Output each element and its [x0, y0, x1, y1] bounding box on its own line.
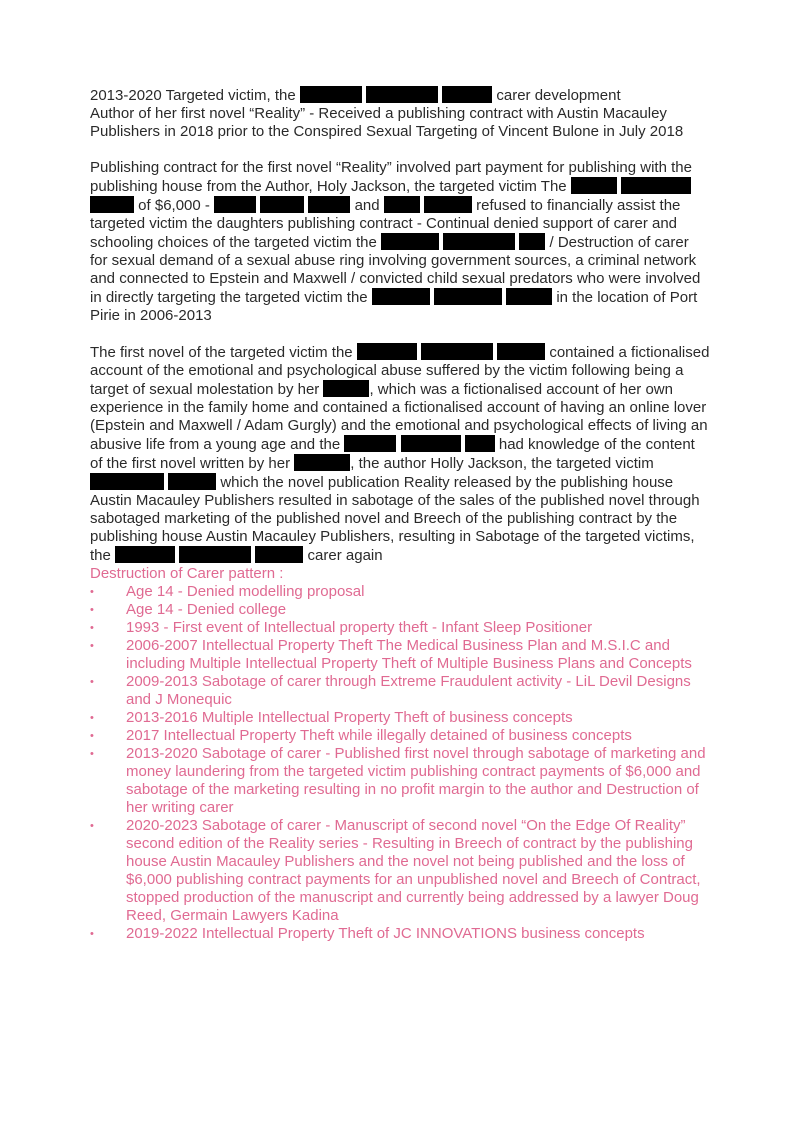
redaction-block: [443, 233, 515, 250]
redaction-block: [323, 380, 369, 397]
redaction-block: [294, 454, 350, 471]
redaction-block: [308, 196, 350, 213]
list-item: • 2009-2013 Sabotage of carer through Extreme Fraudulent activity - LiL Devil Designs and J Monequic: [90, 673, 710, 709]
text: refused to financially assist the targeted victim the daughters publishing contract - Continual denied support of carer and schooling choices of the targeted victim the: [90, 197, 681, 251]
redaction-block: [421, 343, 493, 360]
text: had knowledge of the content of the first novel written by her: [90, 436, 695, 472]
list-item: • 2020-2023 Sabotage of carer - Manuscript of second novel “On the Edge Of Reality” second edition of the Reality series - Resulting in Breech of contract by the publishing house Austin Macauley Publishers and the novel not being published and the loss of $6,000 publishing contract payments for an unpublished novel and Breech of Contract, stopped production of the manuscript and currently being addressed by a lawyer Doug Reed, Germain Lawyers Kadina: [90, 817, 710, 925]
list-item: • 1993 - First event of Intellectual property theft - Infant Sleep Positioner: [90, 619, 710, 637]
text: contained a fictionalised account of the emotional and psychological abuse suffered by the victim following being a target of sexual molestation by her: [90, 344, 710, 398]
section-heading: Destruction of Carer pattern :: [90, 565, 284, 582]
redaction-block: [621, 177, 691, 194]
redaction-block: [115, 546, 175, 563]
text: Publishing contract for the first novel “Reality” involved part payment for publishing with the publishing house from the Author, Holy Jackson, the targeted victim The: [90, 159, 692, 195]
pattern-list: [90, 583, 710, 943]
text: carer development: [496, 87, 621, 104]
redaction-block: [401, 435, 461, 452]
text: and: [354, 197, 380, 214]
list-item: • 2006-2007 Intellectual Property Theft The Medical Business Plan and M.S.I.C and including Multiple Intellectual Property Theft of Multiple Business Plans and Concepts: [90, 637, 710, 673]
redaction-block: [90, 196, 134, 213]
paragraph-first-novel: [90, 343, 710, 565]
list-item: • Age 14 - Denied college: [90, 601, 710, 619]
text: of $6,000 -: [138, 197, 210, 214]
redaction-block: [384, 196, 420, 213]
text: Author of her first novel “Reality” - Received a publishing contract with Austin Macauley Publishers in 2018 prior to the Conspired Sexual Targeting of Vincent Bulone in July 2018: [90, 105, 684, 140]
document-page: [90, 86, 710, 943]
redaction-block: [424, 196, 472, 213]
paragraph-intro: [90, 86, 710, 141]
redaction-block: [465, 435, 495, 452]
redaction-block: [434, 288, 502, 305]
text: which the novel publication Reality released by the publishing house Austin Macauley Publishers resulted in sabotage of the sales of the published novel through sabotaged marketing of the published novel and Breech of the publishing contract by the publishing house Austin Macauley Publishers, resulting in Sabotage of the targeted victims, the: [90, 474, 700, 564]
redaction-block: [179, 546, 251, 563]
redaction-block: [381, 233, 439, 250]
redaction-block: [366, 86, 438, 103]
redaction-block: [260, 196, 304, 213]
list-item: • 2013-2020 Sabotage of carer - Published first novel through sabotage of marketing and money laundering from the targeted victim publishing contract payments of $6,000 and sabotage of the marketing resulting in no profit margin to the author and Destruction of her writing carer: [90, 745, 710, 817]
text: , the author Holly Jackson, the targeted victim: [350, 455, 654, 472]
redaction-block: [168, 473, 216, 490]
redaction-block: [344, 435, 396, 452]
list-item: • 2019-2022 Intellectual Property Theft of JC INNOVATIONS business concepts: [90, 925, 710, 943]
text: in the location of Port Pirie in 2006-2013: [90, 289, 698, 324]
redaction-block: [372, 288, 430, 305]
carer-pattern-section: [90, 565, 710, 943]
text: / Destruction of carer for sexual demand of a sexual abuse ring involving government sources, a criminal network and connected to Epstein and Maxwell / convicted child sexual predators who were involved in directly targeting the targeted victim the: [90, 234, 701, 306]
redaction-block: [519, 233, 545, 250]
text: The first novel of the targeted victim the: [90, 344, 353, 361]
redaction-block: [497, 343, 545, 360]
list-item: • Age 14 - Denied modelling proposal: [90, 583, 710, 601]
list-item: • 2013-2016 Multiple Intellectual Property Theft of business concepts: [90, 709, 710, 727]
text: , which was a fictionalised account of her own experience in the family home and contained a fictionalised account of having an online lover (Epstein and Maxwell / Adam Gurgly) and the emotional and psychological effects of living an abusive life from a young age and the: [90, 381, 708, 453]
redaction-block: [357, 343, 417, 360]
redaction-block: [90, 473, 164, 490]
redaction-block: [255, 546, 303, 563]
redaction-block: [506, 288, 552, 305]
paragraph-publishing-contract: [90, 159, 710, 325]
redaction-block: [300, 86, 362, 103]
redaction-block: [571, 177, 617, 194]
redaction-block: [442, 86, 492, 103]
redaction-block: [214, 196, 256, 213]
text: carer again: [307, 547, 383, 564]
text: 2013-2020 Targeted victim, the: [90, 87, 296, 104]
list-item: • 2017 Intellectual Property Theft while illegally detained of business concepts: [90, 727, 710, 745]
